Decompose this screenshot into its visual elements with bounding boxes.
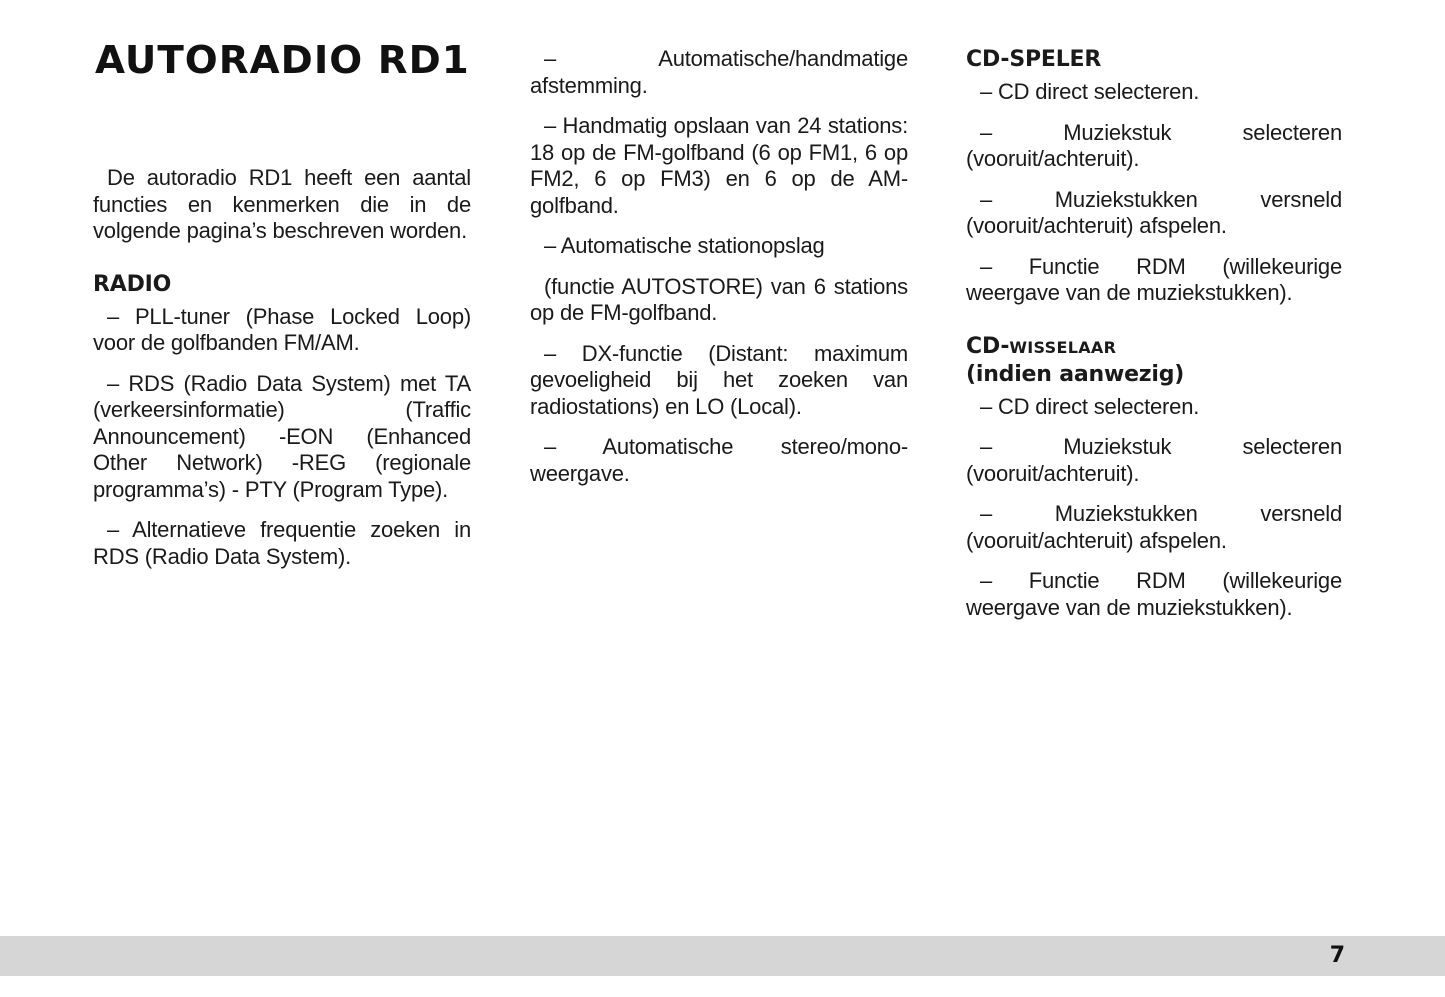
column-middle bbox=[530, 0, 908, 501]
radio-feature-item: – Automatische stationopslag bbox=[544, 233, 825, 258]
radio-feature-item: – Automatische/handmatige afstemming. bbox=[530, 46, 908, 98]
cd-changer-subheading: (indien aanwezig) bbox=[966, 361, 1185, 387]
page-title: AUTORADIO RD1 bbox=[95, 38, 470, 82]
cd-player-heading: CD-SPELER bbox=[966, 47, 1102, 72]
cd-player-item: – Functie RDM (willekeurige weergave van de muziekstukken). bbox=[966, 253, 1342, 305]
cd-changer-heading-prefix: CD- bbox=[966, 333, 1010, 359]
radio-feature-item: – Automatische stereo/mono-weergave. bbox=[530, 434, 908, 486]
radio-item: – Alternatieve frequentie zoeken in RDS (Radio Data System). bbox=[93, 517, 471, 569]
cd-changer-heading-word: WISSELAAR bbox=[1009, 337, 1117, 357]
radio-item: – RDS (Radio Data System) met TA (verkeersinformatie) (Traffic Announcement) -EON (Enhanced Other Network) -REG (regionale programma’s) - PTY (Program Type). bbox=[93, 370, 471, 502]
cd-changer-item: – Muziekstukken versneld (vooruit/achteruit) afspelen. bbox=[966, 501, 1342, 553]
cd-changer-item: – Muziekstuk selecteren (vooruit/achteruit). bbox=[966, 434, 1342, 486]
radio-item: – PLL-tuner (Phase Locked Loop) voor de golfbanden FM/AM. bbox=[93, 303, 471, 355]
cd-changer-item: – CD direct selecteren. bbox=[980, 393, 1200, 419]
radio-feature-item: – DX-functie (Distant: maximum gevoeligheid bij het zoeken van radiostations) en LO (Local). bbox=[530, 340, 908, 419]
radio-feature-item: – Handmatig opslaan van 24 stations: 18 op de FM-golfband (6 op FM1, 6 op FM2, 6 op FM3) en 6 op de AM-golfband. bbox=[530, 113, 908, 218]
column-right bbox=[966, 0, 1342, 635]
cd-changer-heading bbox=[966, 333, 1342, 361]
page-number: 7 bbox=[1329, 943, 1345, 968]
radio-heading: RADIO bbox=[93, 271, 172, 297]
cd-player-item: – Muziekstuk selecteren (vooruit/achteruit). bbox=[966, 119, 1342, 171]
footer-bar bbox=[0, 936, 1445, 976]
radio-feature-item: (functie AUTOSTORE) van 6 stations op de FM-golfband. bbox=[530, 273, 908, 325]
column-left bbox=[93, 0, 471, 584]
cd-changer-item: – Functie RDM (willekeurige weergave van de muziekstukken). bbox=[966, 568, 1342, 620]
intro-paragraph: De autoradio RD1 heeft een aantal functies en kenmerken die in de volgende pagina’s beschreven worden. bbox=[93, 165, 471, 243]
cd-player-item: – Muziekstukken versneld (vooruit/achteruit) afspelen. bbox=[966, 186, 1342, 238]
cd-player-item: – CD direct selecteren. bbox=[980, 79, 1200, 104]
